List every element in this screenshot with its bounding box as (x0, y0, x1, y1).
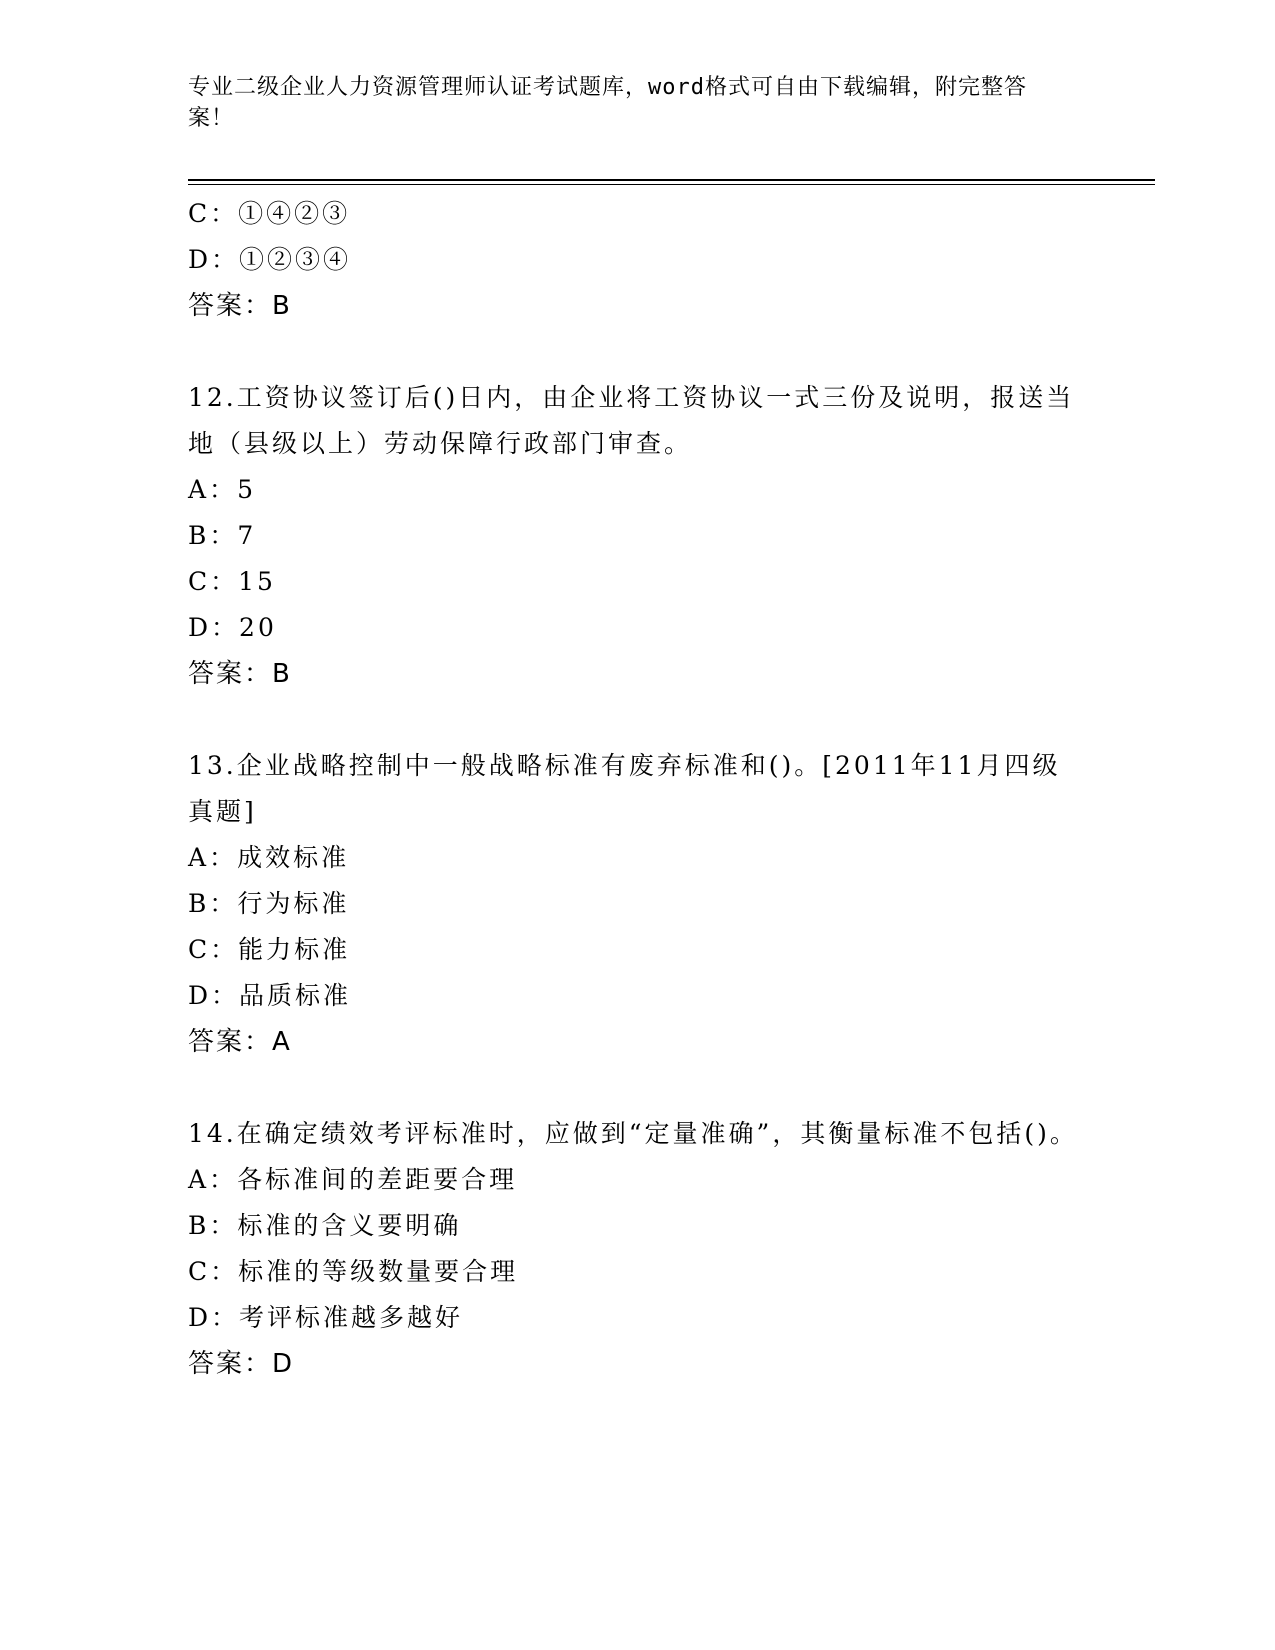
question-14 (188, 1111, 1088, 1387)
option-text: 标准的含义要明确 (237, 1211, 462, 1240)
option-c (188, 559, 1088, 605)
option-key: C： (188, 935, 239, 964)
option-key: B： (188, 1211, 238, 1240)
question-13 (188, 743, 1088, 1065)
option-key: D： (188, 1303, 240, 1332)
option-d (188, 1295, 1088, 1341)
option-a (188, 835, 1088, 881)
question-12 (188, 375, 1088, 697)
option-a (188, 1157, 1088, 1203)
option-d (188, 973, 1088, 1019)
option-key: A： (188, 1165, 238, 1194)
answer-line: 答案：B (188, 291, 292, 321)
option-key: B： (188, 521, 238, 550)
answer-line: 答案：B (188, 659, 292, 689)
option-text: 品质标准 (239, 981, 352, 1010)
question-stem: 12.工资协议签订后()日内，由企业将工资协议一式三份及说明，报送当地（县级以上）劳动保障行政部门审查。 (188, 383, 1075, 458)
option-text: 成效标准 (237, 843, 350, 872)
option-key: C： (188, 199, 239, 228)
option-text: 标准的等级数量要合理 (238, 1257, 519, 1286)
header-rule-thick (188, 179, 1155, 181)
option-c (188, 191, 1088, 237)
document-body (188, 191, 1088, 1387)
header-text: 专业二级企业人力资源管理师认证考试题库，word格式可自由下载编辑，附完整答案！ (188, 75, 1027, 131)
option-text: 考评标准越多越好 (239, 1303, 464, 1332)
option-text: 5 (237, 475, 256, 504)
option-key: C： (188, 1257, 239, 1286)
question-stem: 14.在确定绩效考评标准时，应做到“定量准确”，其衡量标准不包括()。 (188, 1119, 1078, 1148)
option-text: 15 (238, 567, 276, 596)
document-header (188, 72, 1068, 134)
option-text: 各标准间的差距要合理 (237, 1165, 518, 1194)
option-text: 能力标准 (238, 935, 351, 964)
option-key: B： (188, 889, 238, 918)
option-key: D： (188, 613, 240, 642)
option-text: 行为标准 (237, 889, 350, 918)
option-key: D： (188, 245, 240, 274)
option-c (188, 1249, 1088, 1295)
option-c (188, 927, 1088, 973)
option-key: D： (188, 981, 240, 1010)
option-b (188, 881, 1088, 927)
option-text: ①④②③ (238, 199, 351, 228)
option-d (188, 237, 1088, 283)
option-b (188, 1203, 1088, 1249)
question-stem: 13.企业战略控制中一般战略标准有废弃标准和()。[2011年11月四级真题] (188, 751, 1061, 826)
header-rule-thin (188, 184, 1155, 185)
answer-line: 答案：A (188, 1027, 292, 1057)
option-key: C： (188, 567, 239, 596)
option-key: A： (188, 475, 238, 504)
option-a (188, 467, 1088, 513)
option-d (188, 605, 1088, 651)
option-b (188, 513, 1088, 559)
option-text: 7 (237, 521, 257, 550)
answer-line: 答案：D (188, 1349, 295, 1379)
option-text: ①②③④ (239, 245, 352, 274)
option-text: 20 (239, 613, 277, 642)
option-key: A： (188, 843, 238, 872)
prev-question-block (188, 191, 1088, 329)
